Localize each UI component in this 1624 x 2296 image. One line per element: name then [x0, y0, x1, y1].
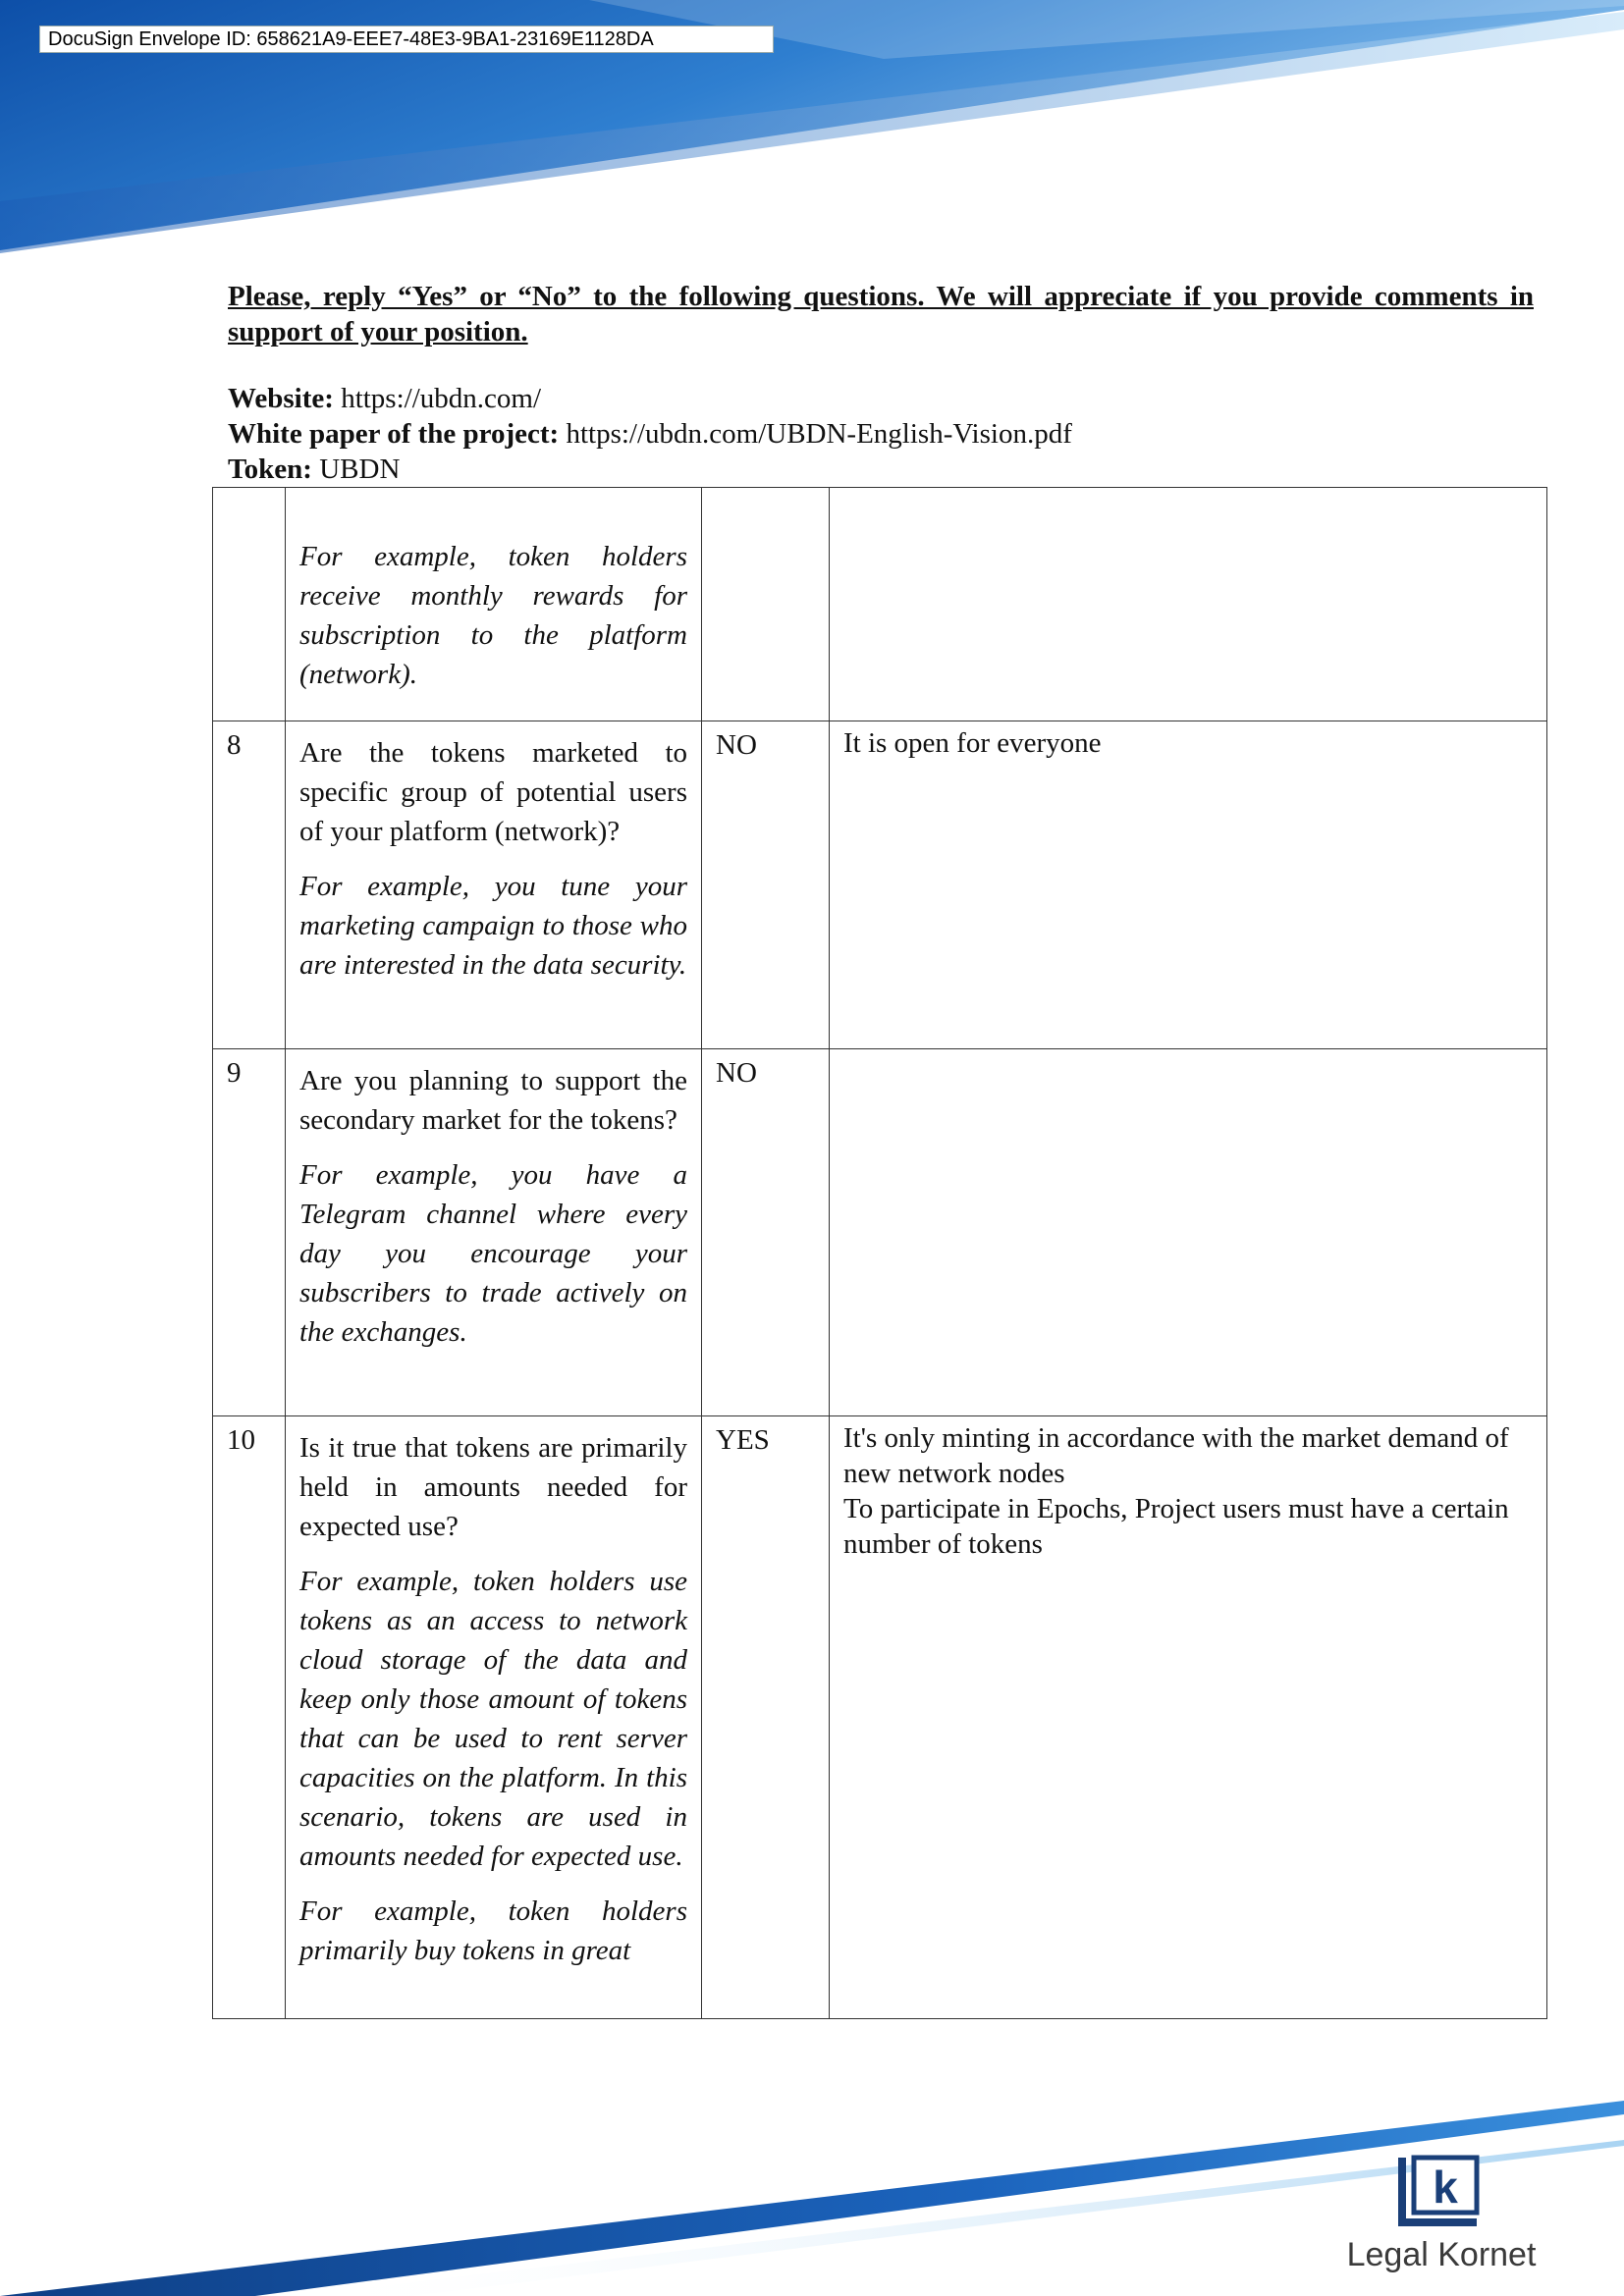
question-cell: [286, 488, 702, 721]
answer-cell: [702, 488, 830, 721]
row-number: 8: [213, 721, 286, 1049]
brand-name: Legal Kornet: [1346, 2236, 1537, 2273]
answer-cell: YES: [702, 1416, 830, 2019]
question-text: Are you planning to support the secondary market for the tokens?: [299, 1065, 687, 1136]
example-text: For example, token holders use tokens as an access to network cloud storage of the data and keep only those amount of tokens that can be used to rent server capacities on the platform. In this scenario, tokens are used in amounts needed for expected use.: [299, 1566, 687, 1872]
comment-cell: [830, 721, 1547, 1049]
example-text: For example, token holders receive monthly rewards for subscription to the platform (network).: [299, 541, 687, 690]
example-text: For example, you tune your marketing campaign to those who are interested in the data security.: [299, 871, 687, 981]
question-text: Are the tokens marketed to specific group of potential users of your platform (network)?: [299, 737, 687, 847]
answer-cell: NO: [702, 721, 830, 1049]
whitepaper-line: [228, 416, 1072, 452]
docusign-envelope-id: DocuSign Envelope ID: 658621A9-EEE7-48E3-9BA1-23169E1128DA: [39, 26, 774, 53]
comment-text: It is open for everyone: [843, 727, 1102, 759]
website-value: https://ubdn.com/: [333, 383, 541, 414]
row-number: [213, 488, 286, 721]
whitepaper-label: White paper of the project:: [228, 418, 560, 450]
token-value: UBDN: [311, 454, 401, 485]
instructions-heading: Please, reply “Yes” or “No” to the following questions. We will appreciate if you provide comments in support of your position.: [228, 281, 1534, 347]
row-number: 9: [213, 1049, 286, 1416]
comment-text: It's only minting in accordance with the market demand of new network nodes: [843, 1422, 1509, 1489]
token-line: [228, 452, 1072, 487]
table-row: [213, 488, 1547, 721]
comment-cell: [830, 1049, 1547, 1416]
example-text: For example, you have a Telegram channel where every day you encourage your subscribers to trade actively on the exchanges.: [299, 1159, 687, 1348]
question-cell: [286, 1049, 702, 1416]
table-row: [213, 1049, 1547, 1416]
table-row: [213, 1416, 1547, 2019]
project-meta: [228, 381, 1072, 487]
comment-cell: [830, 488, 1547, 721]
questionnaire-table: [212, 487, 1547, 2019]
whitepaper-value: https://ubdn.com/UBDN-English-Vision.pdf: [559, 418, 1072, 450]
question-cell: [286, 721, 702, 1049]
comment-cell: [830, 1416, 1547, 2019]
token-label: Token:: [228, 454, 312, 485]
question-cell: [286, 1416, 702, 2019]
example-text: For example, token holders primarily buy tokens in great: [299, 1896, 687, 1966]
website-line: [228, 381, 1072, 416]
question-text: Is it true that tokens are primarily held in amounts needed for expected use?: [299, 1432, 687, 1542]
row-number: 10: [213, 1416, 286, 2019]
comment-text: To participate in Epochs, Project users must have a certain number of tokens: [843, 1493, 1509, 1560]
table-row: [213, 721, 1547, 1049]
answer-cell: NO: [702, 1049, 830, 1416]
logo-letter: k: [1433, 2162, 1458, 2213]
website-label: Website:: [228, 383, 334, 414]
